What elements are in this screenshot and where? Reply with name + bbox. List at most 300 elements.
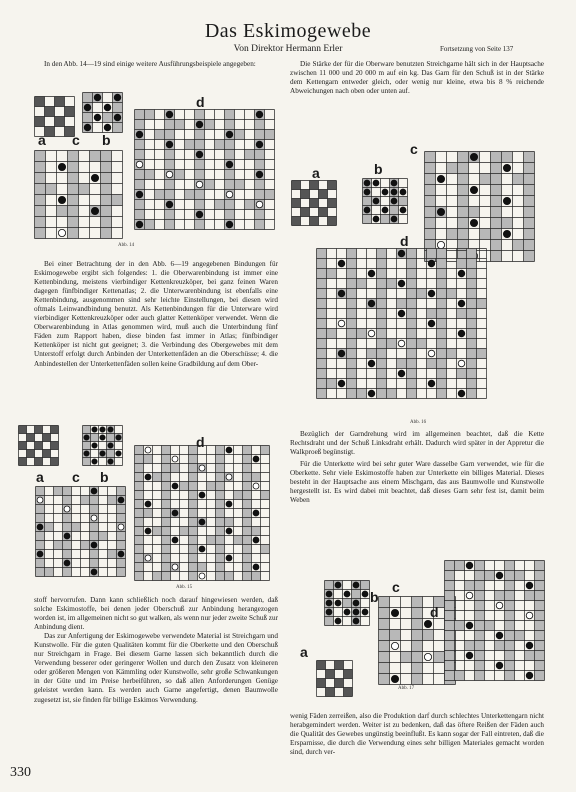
cell-fill — [205, 120, 215, 130]
cell-fill — [407, 259, 417, 269]
cell-fill — [45, 568, 54, 577]
cell-fill — [445, 561, 455, 571]
hollow-dot — [58, 229, 65, 236]
filled-dot — [226, 447, 232, 453]
filled-dot — [326, 600, 332, 606]
weave-pattern — [134, 445, 270, 581]
filled-dot — [391, 180, 397, 186]
cell-fill — [317, 349, 327, 359]
cell-fill — [162, 482, 171, 491]
cell-fill — [347, 309, 357, 319]
cell-fill — [447, 229, 458, 240]
cell-fill — [377, 369, 387, 379]
filled-dot — [172, 510, 178, 516]
cell-fill — [35, 97, 45, 107]
cell-fill — [195, 140, 205, 150]
cell-fill — [363, 197, 372, 206]
weave-grid-c — [35, 486, 126, 582]
cell-fill — [43, 450, 51, 458]
cell-fill — [535, 671, 545, 681]
cell-fill — [101, 162, 112, 173]
cell-fill — [491, 207, 502, 218]
weave-grid-d — [316, 248, 487, 404]
cell-fill — [467, 309, 477, 319]
cell-fill — [54, 541, 63, 550]
cell-fill — [412, 663, 423, 674]
filled-dot — [91, 542, 97, 548]
left-body-1 — [34, 260, 278, 369]
cell-fill — [467, 329, 477, 339]
cell-fill — [35, 217, 46, 228]
label-d: d — [196, 434, 205, 450]
cell-fill — [524, 229, 535, 240]
cell-fill — [135, 446, 144, 455]
cell-fill — [189, 455, 198, 464]
cell-fill — [243, 527, 252, 536]
cell-fill — [144, 509, 153, 518]
cell-fill — [252, 527, 261, 536]
continuation-note: Fortsetzung von Seite 137 — [440, 45, 514, 53]
cell-fill — [377, 299, 387, 309]
cell-fill — [328, 181, 337, 190]
cell-fill — [243, 572, 252, 581]
cell-fill — [407, 309, 417, 319]
filled-dot — [526, 582, 533, 589]
filled-dot — [428, 380, 435, 387]
label-d: d — [430, 604, 439, 620]
weave-grid-a — [316, 660, 353, 702]
filled-dot — [503, 164, 510, 171]
cell-fill — [175, 120, 185, 130]
cell-fill — [243, 464, 252, 473]
cell-fill — [243, 536, 252, 545]
hollow-dot — [226, 474, 232, 480]
cell-fill — [467, 359, 477, 369]
cell-fill — [117, 514, 126, 523]
cell-fill — [347, 339, 357, 349]
cell-fill — [447, 163, 458, 174]
cell-fill — [195, 110, 205, 120]
cell-fill — [68, 173, 79, 184]
cell-fill — [107, 434, 115, 442]
cell-fill — [437, 289, 447, 299]
cell-fill — [377, 379, 387, 389]
filled-dot — [226, 501, 232, 507]
filled-dot — [108, 427, 113, 432]
cell-fill — [135, 572, 144, 581]
cell-fill — [317, 289, 327, 299]
cell-fill — [357, 279, 367, 289]
cell-fill — [417, 289, 427, 299]
cell-fill — [437, 249, 447, 259]
cell-fill — [347, 379, 357, 389]
cell-fill — [379, 674, 390, 685]
cell-fill — [261, 545, 270, 554]
weave-pattern — [34, 150, 123, 239]
cell-fill — [162, 554, 171, 563]
figure-caption: Abb. 15 — [176, 585, 193, 590]
cell-fill — [36, 532, 45, 541]
cell-fill — [407, 289, 417, 299]
cell-fill — [36, 505, 45, 514]
filled-dot — [353, 600, 359, 606]
label-a: a — [300, 644, 308, 660]
cell-fill — [189, 554, 198, 563]
cell-fill — [225, 572, 234, 581]
hollow-dot — [118, 524, 124, 530]
cell-fill — [189, 500, 198, 509]
filled-dot — [470, 219, 477, 226]
filled-dot — [196, 121, 203, 128]
cell-fill — [491, 218, 502, 229]
cell-fill — [243, 482, 252, 491]
cell-fill — [425, 207, 436, 218]
cell-fill — [457, 259, 467, 269]
cell-fill — [145, 170, 155, 180]
cell-fill — [101, 228, 112, 239]
cell-fill — [437, 319, 447, 329]
filled-dot — [428, 320, 435, 327]
cell-fill — [189, 563, 198, 572]
cell-fill — [189, 518, 198, 527]
cell-fill — [113, 123, 123, 133]
cell-fill — [347, 279, 357, 289]
cell-fill — [347, 349, 357, 359]
cell-fill — [215, 140, 225, 150]
cell-fill — [352, 590, 361, 599]
cell-fill — [535, 571, 545, 581]
cell-fill — [135, 527, 144, 536]
cell-fill — [317, 339, 327, 349]
cell-fill — [437, 309, 447, 319]
cell-fill — [425, 163, 436, 174]
cell-fill — [165, 180, 175, 190]
label-b: b — [100, 469, 109, 485]
cell-fill — [412, 641, 423, 652]
cell-fill — [407, 359, 417, 369]
cell-fill — [165, 150, 175, 160]
cell-fill — [407, 379, 417, 389]
filled-dot — [398, 370, 405, 377]
cell-fill — [317, 309, 327, 319]
cell-fill — [162, 509, 171, 518]
cell-fill — [189, 509, 198, 518]
cell-fill — [467, 339, 477, 349]
filled-dot — [100, 451, 105, 456]
cell-fill — [261, 446, 270, 455]
label-b: b — [374, 161, 383, 177]
cell-fill — [162, 545, 171, 554]
cell-fill — [437, 369, 447, 379]
filled-dot — [37, 524, 43, 530]
filled-dot — [437, 175, 444, 182]
cell-fill — [377, 349, 387, 359]
cell-fill — [68, 195, 79, 206]
paragraph: Bei einer Betrachtung der in den Abb. 6—19 angegebenen Bindungen für Eskimogewebe ergibt sich folgendes: 1. die Oberwarenbindung ist immer eine Kettenbindung, meistens vierbindiger Kettenkreuzköper, bei ganz feinen Waren dagegen fünfbindiger Kettenatlas; 2. die Unterwarenbindung ist ebenfalls eine Kettenbindung, ausgenommen sind sehr leichte Einstellungen, bei diesen wird oftmals Leinwandbindung benutzt. Als Kettenbindungen für die Unterware wird vierbindiger Kettenkreuzköper oder auch glatter Kettenköper verwendet. Wenn die Oberwarenbindung in Atlas genommen wird, muß auch die Unterbindung fünf Fäden zum Rapport haben, diese binden fast immer in Atlas; fünfbindiger Kettenköper ist nicht gut geeignet; 3. die Verbindung des Obergewebes mit dem Unterstoff erfolgt durch Anbinden der Unterkettenfäden an die Oberschüsse; 4. die Anbindestellen der Unterkettenfäden sollen keine Gradbildung auf dem Ober- — [34, 260, 278, 368]
filled-dot — [196, 151, 203, 158]
label-d: d — [400, 233, 409, 249]
weave-pattern — [324, 580, 370, 626]
cell-fill — [467, 349, 477, 359]
filled-dot — [256, 111, 263, 118]
cell-fill — [327, 379, 337, 389]
cell-fill — [344, 688, 353, 697]
cell-fill — [216, 473, 225, 482]
cell-fill — [535, 601, 545, 611]
weave-grid-d — [134, 109, 275, 235]
cell-fill — [524, 174, 535, 185]
cell-fill — [455, 671, 465, 681]
cell-fill — [335, 679, 344, 688]
figure-caption: Abb. 17 — [398, 686, 415, 691]
filled-dot — [526, 672, 533, 679]
weave-grid-b — [82, 425, 123, 471]
cell-fill — [412, 630, 423, 641]
filled-dot — [145, 501, 151, 507]
paragraph: In den Abb. 14—19 sind einige weitere Ausführungsbeispiele angegeben: — [44, 60, 256, 68]
weave-pattern — [316, 248, 487, 399]
cell-fill — [135, 210, 145, 220]
filled-dot — [108, 443, 113, 448]
filled-dot — [458, 270, 465, 277]
cell-fill — [216, 482, 225, 491]
cell-fill — [397, 359, 407, 369]
cell-fill — [225, 200, 235, 210]
filled-dot — [391, 189, 397, 195]
cell-fill — [505, 671, 515, 681]
cell-fill — [35, 195, 46, 206]
cell-fill — [35, 442, 43, 450]
cell-fill — [195, 200, 205, 210]
cell-fill — [505, 581, 515, 591]
cell-fill — [243, 455, 252, 464]
cell-fill — [361, 581, 370, 590]
paragraph: Die Stärke der für die Oberware benutzten Streichgarne hält sich in der Hauptsache zwischen 11 000 und 20 000 m auf ein kg. Das Garn für den Schuß ist in der Stärke dem Kettengarn entweder gleich, oder wenig nur kleine, etwa bis 8 % reichende Abweichungen nach oben oder unten auf. — [290, 60, 544, 96]
hollow-dot — [172, 456, 178, 462]
cell-fill — [535, 621, 545, 631]
cell-fill — [377, 309, 387, 319]
filled-dot — [118, 497, 124, 503]
cell-fill — [255, 120, 265, 130]
figure-caption: Abb. 16 — [410, 420, 427, 425]
cell-fill — [103, 113, 113, 123]
cell-fill — [524, 185, 535, 196]
cell-fill — [437, 349, 447, 359]
label-d: d — [196, 94, 205, 110]
cell-fill — [505, 621, 515, 631]
cell-fill — [135, 491, 144, 500]
hollow-dot — [91, 515, 97, 521]
filled-dot — [114, 94, 121, 101]
cell-fill — [317, 389, 327, 399]
cell-fill — [153, 473, 162, 482]
filled-dot — [353, 609, 359, 615]
cell-fill — [243, 491, 252, 500]
cell-fill — [108, 550, 117, 559]
filled-dot — [364, 189, 370, 195]
cell-fill — [377, 329, 387, 339]
cell-fill — [216, 446, 225, 455]
weave-pattern — [82, 92, 123, 133]
cell-fill — [83, 458, 91, 466]
filled-dot — [398, 250, 405, 257]
cell-fill — [379, 663, 390, 674]
cell-fill — [216, 500, 225, 509]
cell-fill — [524, 251, 535, 262]
filled-dot — [256, 171, 263, 178]
cell-fill — [475, 661, 485, 671]
cell-fill — [381, 215, 390, 224]
filled-dot — [496, 662, 503, 669]
cell-fill — [437, 329, 447, 339]
weave-pattern — [35, 486, 126, 577]
cell-fill — [180, 527, 189, 536]
paragraph: stoff hervorrufen. Dann kann schließlich noch darauf hingewiesen werden, daß solche Eskimostoffe, bei denen jeder Oberschuß zur Anbindung herangezogen worden ist, im allgemeinen nicht so gut walken, als wenn nur jeder zweite Schuß zur Anbindung dient. — [34, 596, 278, 632]
cell-fill — [457, 309, 467, 319]
cell-fill — [153, 527, 162, 536]
cell-fill — [162, 491, 171, 500]
label-c: c — [392, 579, 400, 595]
cell-fill — [502, 152, 513, 163]
cell-fill — [480, 229, 491, 240]
cell-fill — [68, 217, 79, 228]
cell-fill — [36, 541, 45, 550]
filled-dot — [104, 124, 111, 131]
filled-dot — [92, 459, 97, 464]
cell-fill — [46, 184, 57, 195]
filled-dot — [253, 564, 259, 570]
cell-fill — [458, 163, 469, 174]
cell-fill — [377, 269, 387, 279]
filled-dot — [338, 290, 345, 297]
filled-dot — [466, 622, 473, 629]
cell-fill — [513, 240, 524, 251]
filled-dot — [391, 609, 398, 616]
cell-fill — [79, 184, 90, 195]
cell-fill — [317, 369, 327, 379]
filled-dot — [91, 207, 98, 214]
cell-fill — [68, 206, 79, 217]
cell-fill — [437, 359, 447, 369]
cell-fill — [475, 581, 485, 591]
cell-fill — [310, 199, 319, 208]
cell-fill — [165, 220, 175, 230]
cell-fill — [145, 220, 155, 230]
cell-fill — [455, 621, 465, 631]
cell-fill — [101, 206, 112, 217]
cell-fill — [347, 359, 357, 369]
cell-fill — [535, 611, 545, 621]
cell-fill — [525, 651, 535, 661]
cell-fill — [36, 487, 45, 496]
cell-fill — [535, 591, 545, 601]
cell-fill — [63, 487, 72, 496]
weave-grid-b — [362, 178, 408, 229]
cell-fill — [216, 518, 225, 527]
cell-fill — [397, 299, 407, 309]
cell-fill — [162, 518, 171, 527]
cell-fill — [255, 180, 265, 190]
cell-fill — [524, 207, 535, 218]
cell-fill — [113, 103, 123, 113]
cell-fill — [445, 611, 455, 621]
cell-fill — [505, 641, 515, 651]
cell-fill — [83, 113, 93, 123]
figure-caption: Abb. 14 — [118, 243, 135, 248]
cell-fill — [135, 110, 145, 120]
cell-fill — [117, 532, 126, 541]
cell-fill — [135, 140, 145, 150]
cell-fill — [135, 473, 144, 482]
cell-fill — [81, 496, 90, 505]
cell-fill — [243, 500, 252, 509]
filled-dot — [391, 216, 397, 222]
cell-fill — [437, 299, 447, 309]
cell-fill — [243, 446, 252, 455]
cell-fill — [317, 679, 326, 688]
cell-fill — [458, 218, 469, 229]
cell-fill — [292, 199, 301, 208]
cell-fill — [467, 319, 477, 329]
cell-fill — [379, 608, 390, 619]
cell-fill — [347, 289, 357, 299]
cell-fill — [117, 505, 126, 514]
filled-dot — [362, 591, 368, 597]
cell-fill — [153, 572, 162, 581]
filled-dot — [400, 189, 406, 195]
left-intro — [34, 60, 278, 69]
cell-fill — [515, 571, 525, 581]
filled-dot — [368, 300, 375, 307]
cell-fill — [535, 581, 545, 591]
cell-fill — [101, 195, 112, 206]
cell-fill — [63, 514, 72, 523]
hollow-dot — [166, 171, 173, 178]
cell-fill — [477, 349, 487, 359]
cell-fill — [245, 150, 255, 160]
cell-fill — [195, 220, 205, 230]
cell-fill — [145, 110, 155, 120]
cell-fill — [243, 518, 252, 527]
filled-dot — [466, 652, 473, 659]
cell-fill — [243, 554, 252, 563]
cell-fill — [63, 568, 72, 577]
cell-fill — [101, 217, 112, 228]
cell-fill — [437, 279, 447, 289]
filled-dot — [373, 180, 379, 186]
cell-fill — [189, 536, 198, 545]
cell-fill — [467, 249, 477, 259]
cell-fill — [427, 359, 437, 369]
cell-fill — [317, 379, 327, 389]
cell-fill — [90, 496, 99, 505]
filled-dot — [199, 546, 205, 552]
filled-dot — [91, 488, 97, 494]
cell-fill — [328, 199, 337, 208]
filled-dot — [94, 94, 101, 101]
cell-fill — [467, 269, 477, 279]
cell-fill — [117, 487, 126, 496]
cell-fill — [437, 389, 447, 399]
cell-fill — [91, 434, 99, 442]
cell-fill — [505, 601, 515, 611]
cell-fill — [412, 652, 423, 663]
cell-fill — [189, 464, 198, 473]
weave-grid-a — [291, 180, 337, 231]
filled-dot — [398, 310, 405, 317]
cell-fill — [417, 339, 427, 349]
cell-fill — [467, 379, 477, 389]
